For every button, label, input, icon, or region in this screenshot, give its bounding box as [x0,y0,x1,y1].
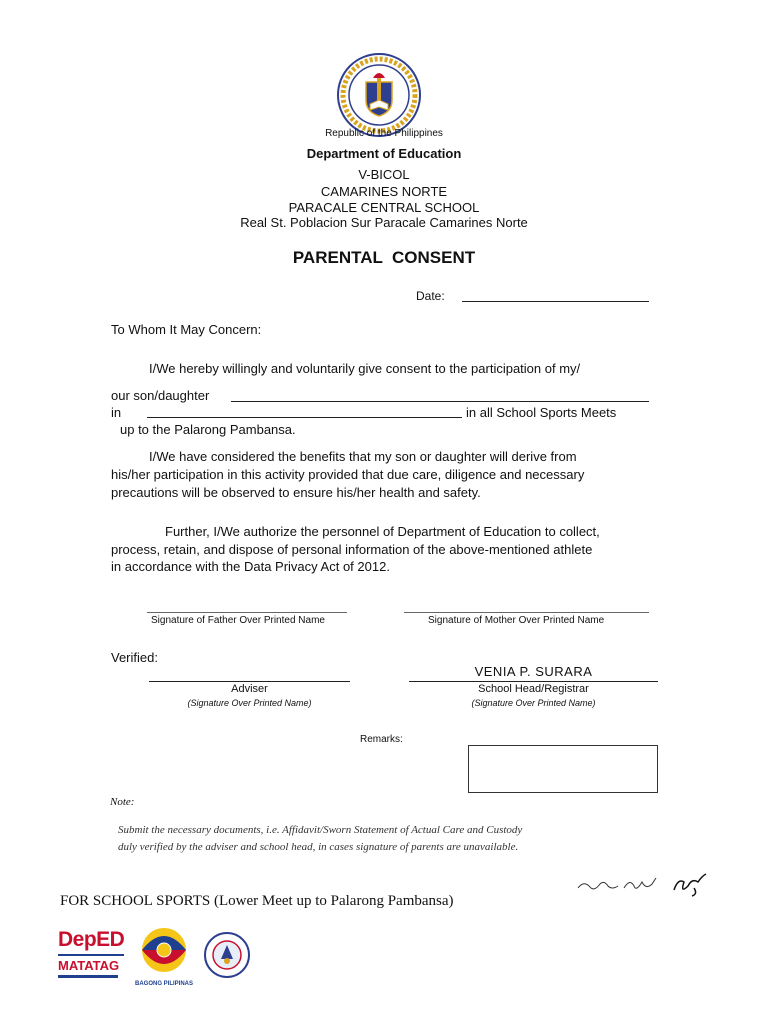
division-text: CAMARINES NORTE [320,184,448,199]
father-signature-line[interactable] [147,612,347,613]
note-label: Note: [110,796,135,808]
para1-line3-tail: in all School Sports Meets [466,405,617,420]
adviser-signature-line[interactable] [149,681,350,682]
date-label: Date: [416,289,445,303]
para2-line3: precautions will be observed to ensure his/her health and safety. [111,485,481,500]
deped-matatag-logo [58,928,124,980]
mother-signature-caption: Signature of Mother Over Printed Name [428,615,605,626]
school-name: PARACALE CENTRAL SCHOOL [288,200,480,215]
in-label: in [111,405,122,420]
remarks-box[interactable] [468,745,658,793]
para3-line2: process, retain, and dispose of personal information of the above-mentioned athlete [111,542,593,557]
son-daughter-label: our son/daughter [111,388,210,403]
deped-seal [336,52,422,138]
bagong-pilipinas-logo [134,926,194,986]
salutation: To Whom It May Concern: [111,322,262,337]
mother-signature-line[interactable] [404,612,649,613]
deped-wordmark: DepED [58,928,125,951]
school-head-role: School Head/Registrar [478,683,589,695]
school-head-caption: (Signature Over Printed Name) [471,698,596,708]
para2-line1: I/We have considered the benefits that my son or daughter will derive from [149,449,577,464]
verified-label: Verified: [111,650,158,665]
page-title: PARENTAL CONSENT [292,248,476,267]
para3-line1: Further, I/We authorize the personnel of Department of Education to collect, [165,524,600,539]
logo-underline [58,975,118,978]
son-daughter-field[interactable] [231,401,649,402]
bagong-pilipinas-text: BAGONG PILIPINAS [134,981,193,987]
adviser-role: Adviser [231,683,268,695]
remarks-label: Remarks: [360,734,403,745]
footer-title: FOR SCHOOL SPORTS (Lower Meet up to Palarong Pambansa) [60,893,454,909]
republic-text: Republic of the Philippines [325,128,443,139]
department-title: Department of Education [306,146,462,161]
para1-line1: I/We hereby willingly and voluntarily give consent to the participation of my/ [149,361,581,376]
logo-divider [58,954,124,956]
para1-line4: up to the Palarong Pambansa. [120,422,296,437]
father-signature-caption: Signature of Father Over Printed Name [151,615,325,626]
para3-line3: in accordance with the Data Privacy Act of 2012. [111,559,390,574]
para2-line2: his/her participation in this activity provided that due care, diligence and necessary [111,467,585,482]
adviser-caption: (Signature Over Printed Name) [187,698,312,708]
school-head-signature-line[interactable] [409,681,658,682]
school-head-name: VENIA P. SURARA [474,664,593,679]
school-seal-logo [203,931,251,979]
handwritten-initials [574,868,714,898]
event-field[interactable] [147,417,462,418]
date-field[interactable] [462,301,649,302]
school-address: Real St. Poblacion Sur Paracale Camarines Norte [240,215,528,230]
note-line2: duly verified by the adviser and school head, in cases signature of parents are unavailable. [118,841,519,853]
note-line1: Submit the necessary documents, i.e. Affidavit/Sworn Statement of Actual Care and Custody [118,824,523,836]
region-text: V-BICOL [358,167,410,182]
matatag-wordmark: MATATAG [58,958,120,973]
